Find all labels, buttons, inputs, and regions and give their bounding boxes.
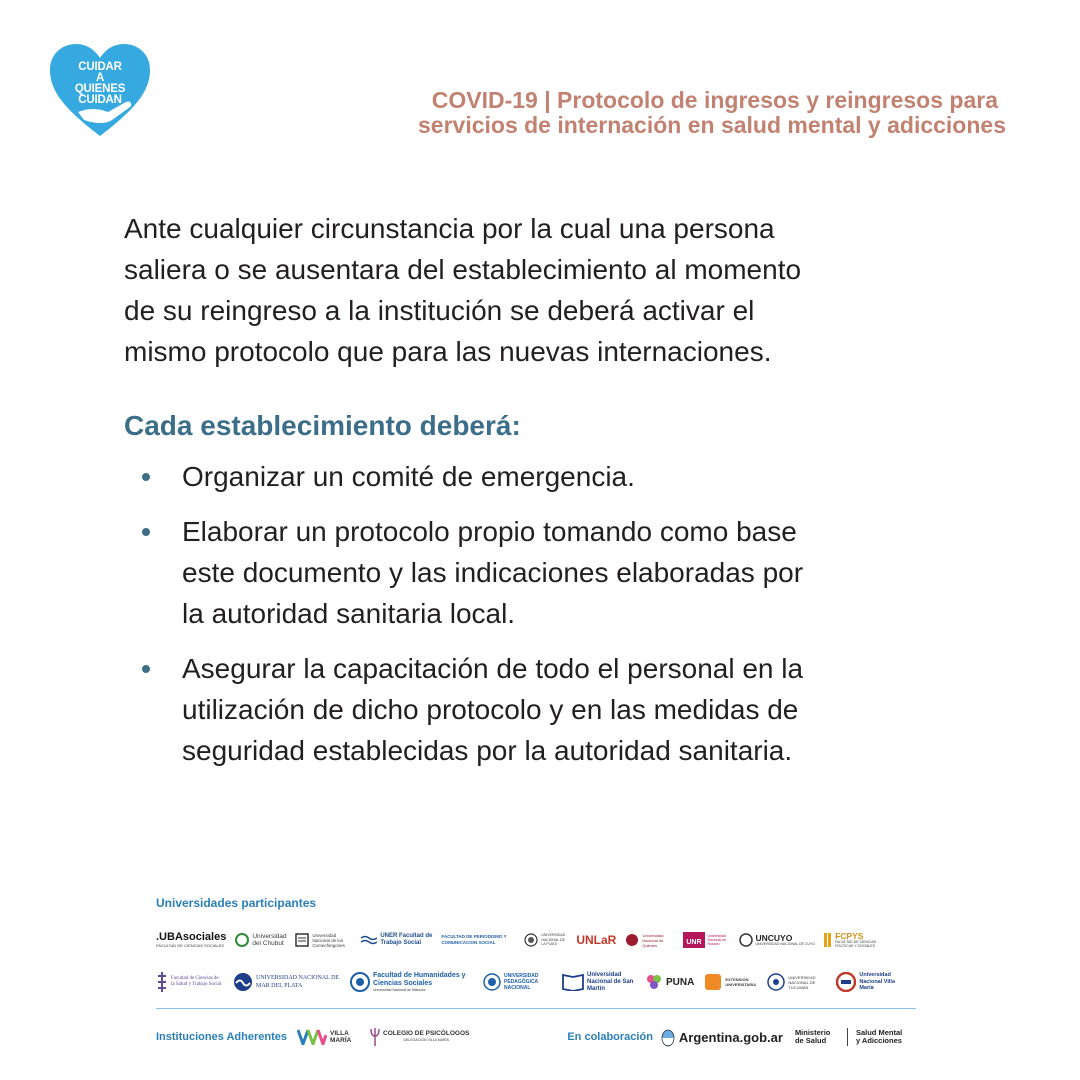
footer-separator — [847, 1028, 848, 1046]
bullet-line: Elaborar un protocolo propio tomando como base — [182, 516, 797, 547]
bullet-line: la autoridad sanitaria local. — [182, 598, 516, 629]
title-line-1: COVID-19 | Protocolo de ingresos y reingresos para — [431, 87, 998, 113]
logo-line-1: CUIDAR — [78, 61, 122, 73]
university-logos-row-1 — [156, 924, 916, 956]
unvm-mark-icon — [836, 972, 856, 992]
uner-trabajo-social-logo: UNER Facultad de Trabajo Social — [361, 933, 432, 947]
list-item — [124, 456, 924, 497]
bullet-icon — [142, 665, 150, 673]
unsam-book-icon — [562, 973, 584, 991]
puna-mark-icon — [645, 973, 663, 991]
page-title — [326, 88, 1006, 138]
unmdp-logo: UNIVERSIDAD NACIONAL DE MAR DEL PLATA — [233, 972, 340, 992]
bullet-line: Organizar un comité de emergencia. — [182, 461, 635, 492]
extension-universitaria-logo: EXTENSIÓN UNIVERSITARIA — [704, 973, 757, 991]
fhycs-mark-icon — [350, 972, 370, 992]
villa-maria-logo: VILLA MARÍA — [297, 1029, 360, 1045]
bullet-line: Asegurar la capacitación de todo el personal en la — [182, 653, 804, 684]
fcpys-mark-icon — [824, 933, 832, 947]
unvm-logo: Universidad Nacional Villa María — [836, 972, 901, 992]
main-content — [124, 208, 924, 785]
intro-line: mismo protocolo que para las nuevas internaciones. — [124, 336, 772, 367]
title-line-2: servicios de internación en salud mental y adicciones — [418, 112, 1006, 138]
unsam-logo: Universidad Nacional de San Martín — [562, 972, 635, 993]
fcpys-logo: FCPYS FACULTAD DE CIENCIAS POLÍTICAS Y SOCIALES — [824, 933, 881, 948]
footer-institutions-row — [156, 1022, 916, 1052]
fhycs-logo: Facultad de Humanidades y Ciencias Sociales Universidad Nacional de Misiones — [350, 972, 473, 992]
salud-mental-adicciones: Salud Mental y Adicciones — [855, 1028, 903, 1045]
bullet-line: seguridad establecidas por la autoridad sanitaria. — [182, 735, 793, 766]
extension-mark-icon — [704, 973, 722, 991]
unq-logo: Universidad Nacional de Quilmes — [625, 933, 674, 948]
uner-waves-icon — [361, 935, 377, 945]
uncuyo-seal-icon — [739, 933, 753, 947]
villa-maria-mark-icon — [297, 1029, 327, 1045]
bullet-icon — [142, 473, 150, 481]
argentina-coat-of-arms-icon — [661, 1027, 675, 1047]
universities-title: Universidades participantes — [156, 896, 317, 910]
fcsyts-mark-icon — [156, 971, 168, 993]
uba-sociales-logo: .UBAsociales FACULTAD DE CIENCIAS SOCIALES — [156, 931, 227, 948]
chubut-mark-icon — [235, 933, 249, 947]
unlp-seal-icon — [524, 933, 538, 947]
adherentes-label: Instituciones Adherentes — [156, 1031, 288, 1043]
universidad-chubut-logo: Universidad del Chubut — [235, 933, 286, 947]
unmdp-wave-icon — [233, 972, 253, 992]
unt-logo: UNIVERSIDAD NACIONAL DE TUCUMÁN — [767, 973, 826, 991]
unq-mark-icon — [625, 933, 639, 947]
university-logos-row-2 — [156, 966, 916, 998]
upn-logo: UNIVERSIDAD PEDAGÓGICA NACIONAL — [483, 973, 552, 991]
uncuyo-logo: UNCUYO UNIVERSIDAD NACIONAL DE CUYO — [739, 933, 816, 947]
intro-line: saliera o se ausentara del establecimiento al momento — [124, 254, 802, 285]
bullet-icon — [142, 528, 150, 536]
intro-paragraph — [124, 208, 924, 372]
unt-seal-icon — [767, 973, 785, 991]
footer-divider — [156, 1008, 916, 1009]
bullet-list — [124, 456, 924, 771]
footer — [156, 896, 916, 1045]
bullet-line: utilización de dicho protocolo y en las medidas de — [182, 694, 799, 725]
section-heading: Cada establecimiento deberá: — [124, 410, 521, 441]
unlc-logo: Universidad Nacional de los Comechingones — [295, 933, 352, 948]
colaboracion-label: En colaboración — [567, 1031, 653, 1043]
puna-logo: PUNA — [645, 973, 694, 991]
fcsyts-logo: Facultad de Ciencias de la Salud y Trabajo Social — [156, 971, 223, 993]
ministerio-de-salud: Ministerio de Salud — [794, 1028, 831, 1045]
psi-symbol-icon — [370, 1027, 380, 1047]
unlp-logo: UNIVERSIDAD NACIONAL DE LA PLATA — [524, 933, 567, 947]
upn-seal-icon — [483, 973, 501, 991]
logo-line-2: A QUIENES — [74, 72, 126, 95]
periodismo-unlp-logo: FACULTAD DE PERIODISMO Y COMUNICACION SOCIAL — [441, 934, 507, 945]
intro-line: de su reingreso a la institución se deberá activar el — [124, 295, 755, 326]
argentina-gob-ar: Argentina.gob.ar — [678, 1029, 783, 1045]
unlc-mark-icon — [295, 933, 309, 947]
cuidar-a-quienes-cuidan-logo — [48, 42, 152, 138]
unr-logo: UNR Universidad Nacional de Rosario — [683, 932, 729, 948]
list-item — [124, 648, 924, 771]
logo-line-3: CUIDAN — [78, 94, 122, 106]
list-item — [124, 511, 924, 634]
unlar-logo: UNLaR — [576, 933, 617, 947]
intro-line: Ante cualquier circunstancia por la cual una persona — [124, 213, 775, 244]
colegio-psicologos-logo: COLEGIO DE PSICÓLOGOS DELEGACIÓN VILLA MARÍA — [370, 1027, 469, 1047]
bullet-line: este documento y las indicaciones elaboradas por — [182, 557, 804, 588]
